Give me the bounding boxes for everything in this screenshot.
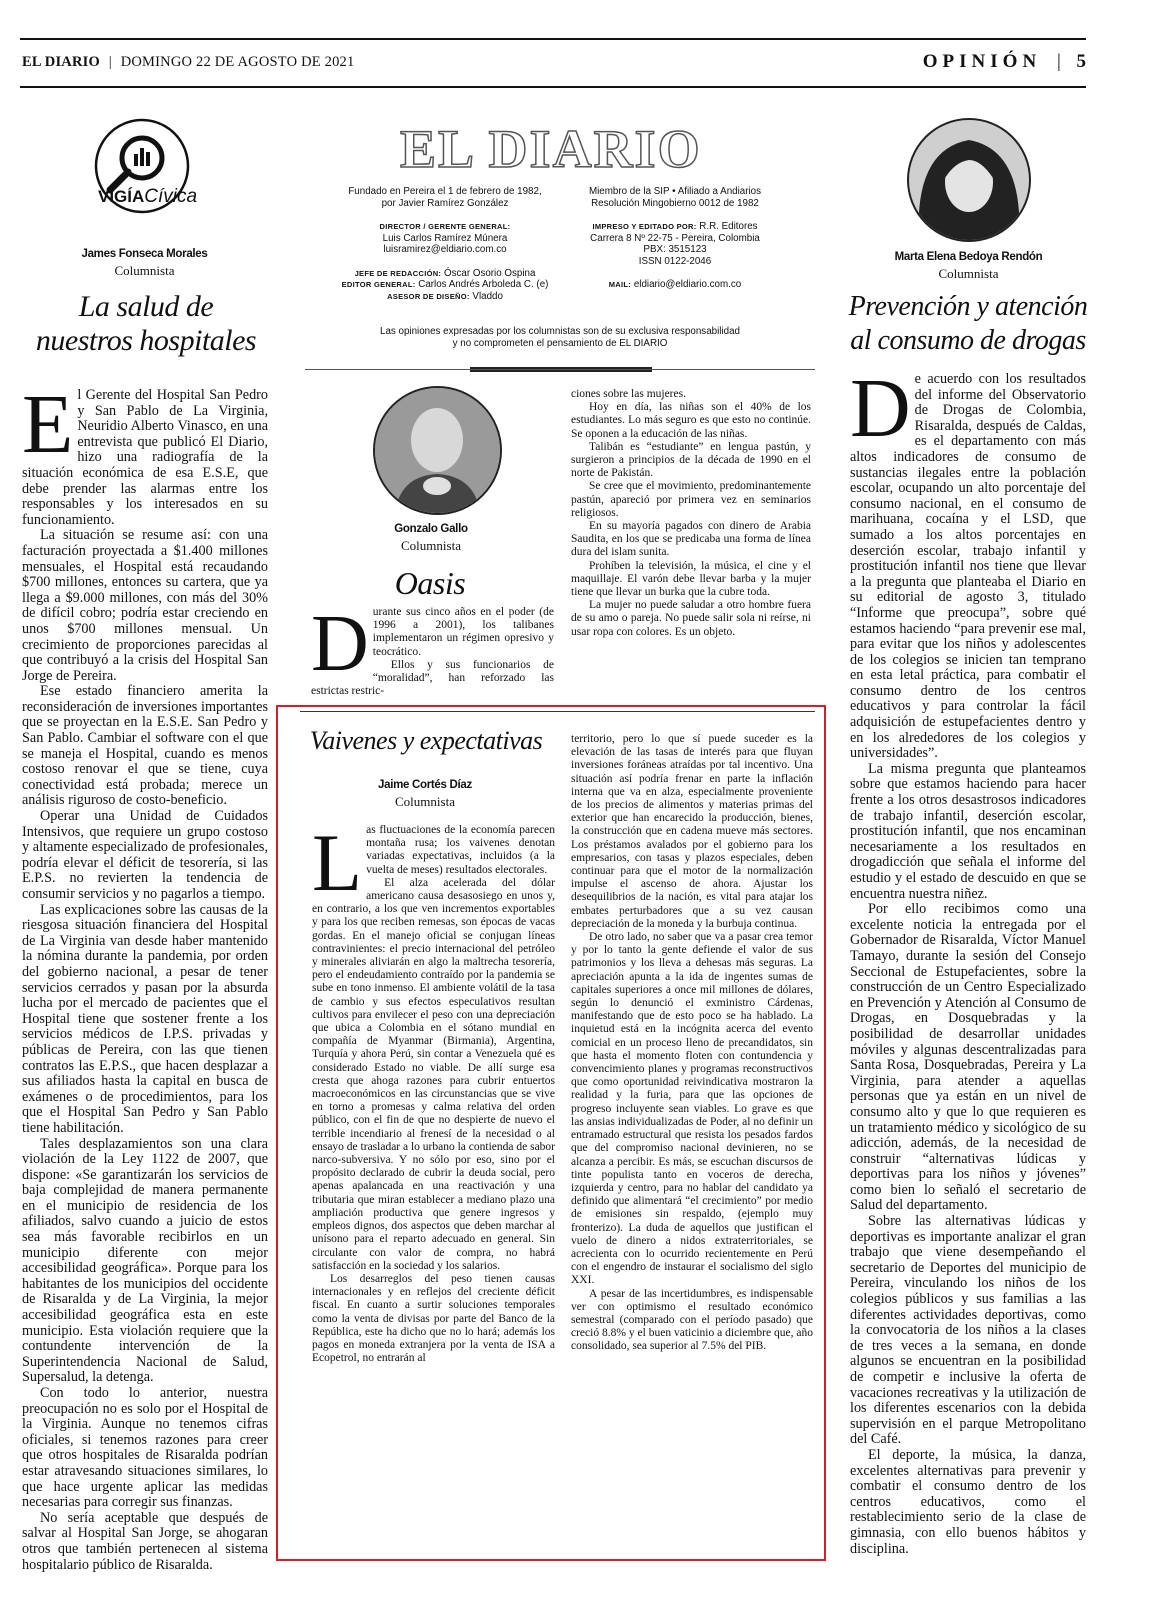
sip-line-2: Resolución Mingobierno 0012 de 1982 bbox=[591, 197, 759, 209]
founded-line-2: por Javier Ramírez González bbox=[381, 197, 509, 209]
middle-paragraph: Se cree que el movimiento, predominantemente pastún, apareció por primera vez en seminarios religiosos. bbox=[571, 480, 811, 519]
page-number: 5 bbox=[1076, 51, 1086, 72]
header-date: DOMINGO 22 DE AGOSTO DE 2021 bbox=[120, 54, 355, 70]
left-author: James Fonseca Morales bbox=[81, 248, 208, 260]
middle-paragraph: ciones sobre las mujeres. bbox=[571, 388, 686, 400]
left-paragraph: Con todo lo anterior, nuestra preocupación no es solo por el Hospital de la Virginia. Aunque no tenemos cifras oficiales, si tenemos razones para creer que otros hospitales de Risaralda podrían estar atravesando situaciones similares, lo que hace urgente aplicar las medidas necesarias para corregir sus finanzas. bbox=[22, 1385, 268, 1511]
left-paragraph: Tales desplazamientos son una clara violación de la Ley 1122 de 2007, que dispone: «Se garantizarán los servicios de baja complejidad de manera permanente en el municipio de residencia de los afiliados, salvo cuando a juicio de estos sea más favorable recibirlos en un municipio diferente con mejor accesibilidad geográfica». Porque para los habitantes de los municipios del occidente de Risaralda y de La Virginia, la mejor accesibilidad geográfica esta en este municipio. Esta violación requiere que la contundente intervención de la Superintendencia Nacional de Salud, Supersalud, la detenga. bbox=[22, 1135, 268, 1386]
asesor-name: Vladdo bbox=[472, 290, 503, 302]
top-rule bbox=[20, 38, 1086, 40]
boxed-paragraph: A pesar de las incertidumbres, es indispensable ver con optimismo el resultado económico semestral (comparado con el período pasado) que creció 8.8% y el buen vaticinio a diciembre que, año consolidado, sea superior al 7.5% del PIB. bbox=[571, 1287, 813, 1353]
middle-paragraph: Talibán es “estudiante” en lengua pastún, y surgieron a principios de la década de 1990 en el norte de Pakistán. bbox=[571, 440, 811, 480]
boxed-col1 bbox=[312, 817, 555, 1365]
left-drop-cap: E bbox=[22, 378, 74, 471]
jefe-name: Óscar Osorio Ospina bbox=[443, 267, 536, 279]
boxed-author: Jaime Cortés Díaz bbox=[378, 779, 472, 791]
left-paragraph: Las explicaciones sobre las causas de la riesgosa situación financiera del Hospital de La Virginia van desde haber mantenido la nómina durante la pandemia, por orden del gobierno nacional, a pesar de tener servicios cerrados y pasan por la absurda lucha por el mercado de pacientes que el Hospital tiene que sostener frente a los servicios médicos de I.P.S. privadas y públicas de Pereira, con las que tienen contratos las E.P.S., que hacen desplazar a sus afiliados hasta la capital en busca de exámenes o de procedimientos, para los que el Hospital San Pedro y San Pablo tiene habilitación. bbox=[22, 901, 268, 1136]
boxed-top-rule bbox=[300, 711, 815, 712]
middle-paragraph: En su mayoría pagados con dinero de Arabia Saudita, en los que se predicaba una forma de línea dura del islam sunita. bbox=[571, 520, 811, 559]
right-author: Marta Elena Bedoya Rendón bbox=[894, 251, 1043, 263]
logo-text-vigia: VIGÍA bbox=[98, 187, 145, 206]
boxed-drop-cap: L bbox=[312, 817, 363, 908]
portrait-icon bbox=[375, 388, 500, 513]
impreso-label: IMPRESO Y EDITADO POR: bbox=[592, 222, 697, 231]
boxed-paragraph: El alza acelerada del dólar americano causa desasosiego en unos y, en contrario, a los que ven incrementos exportables y para los que reciben remesas, son épocas de vacas gordas. En el manejo oficial se conjugan líneas contravinientes: el precio internacional del petróleo y minerales aliviarán en algo la maltrecha tesorería, pero el endeudamiento contraído por la pandemia se sube en tono inmenso. El ambiente volátil de la tasa de cambio y sus efectos especulativos resultan cultivos para envilecer el peso con una depreciación que ubica a Colombia en el sótano mundial en compañía de Myanmar (Birmania), Argentina, Turquía y ahora Perú, sin contar a Venezuela qué es considerado Estado no viable. De allí surge esa cresta que ahoga razones para cubrir entuertos macroeconómicos en las circunstancias que se vive en torno a promesas y calma relativa del orden público, con el fin de que no despierte de nuevo el terrible incendiario al frenesí de la necesidad o al ensayo de trasladar a lo urbano la contienda de sabor narco-subversiva. Y no sólo por eso, sino por el propósito declarado de cubrir la deuda social, pero apenas apalancada en una reactivación y una tributaria que miran establecer a mediano plazo una ampliación productiva que genere ingresos y empleos dignos, dos aspectos que deben marchar al unísono para el reparto adecuado en general. Sin circulante con valor de compra, no habrá satisfacción en la sociedad y los salarios. bbox=[312, 876, 555, 1272]
boxed-headline: Vaivenes y expectativas bbox=[309, 726, 543, 755]
boxed-col2 bbox=[571, 733, 813, 1354]
issn: ISSN 0122-2046 bbox=[638, 255, 712, 267]
middle-paragraph: Ellos y sus funcionarios de “moralidad”, han reforzado las estrictas restric- bbox=[311, 658, 554, 698]
section-name: OPINIÓN bbox=[922, 51, 1042, 72]
address: Carrera 8 Nº 22-75 - Pereira, Colombia bbox=[590, 232, 760, 244]
right-article-body bbox=[850, 362, 1086, 1557]
middle-paragraph: urante sus cinco años en el poder (de 1996 a 2001), los talibanes implementaron un régimen opresivo y teocrático. bbox=[372, 606, 554, 658]
boxed-paragraph: territorio, pero lo que sí puede suceder es la elevación de las tasas de interés para que fluyan inversiones foráneas atraídas por tal incentivo. Una situación así podría frenar en parte la inflación interna que va en alza, especialmente proveniente de los precios de alimentos y materias primas del exterior que han encarecido la producción, bienes, la construcción que en cadena mueve más sectores. Los préstamos avalados por el gobierno para los empresarios, con tasas y plazos especiales, deben continuar para que el motor de la normalización impulse el ascenso de ahora. Ajustar los desequilibrios de la nación, es vital para atajar los embates perturbadores que a su vez causan depreciación de la moneda y la burbuja continua. bbox=[571, 733, 813, 930]
marta-bedoya-photo bbox=[907, 118, 1031, 242]
impreso-name: R.R. Editores bbox=[699, 221, 758, 232]
header-dateline bbox=[22, 54, 354, 71]
right-headline-line2: al consumo de drogas bbox=[850, 325, 1086, 356]
disclaimer-line-1: Las opiniones expresadas por los columnistas son de su exclusiva responsabilidad bbox=[380, 326, 740, 337]
right-paragraph: La misma pregunta que planteamos sobre que estamos haciendo para hacer frente a los otros desastrosos indicadores de trabajo infantil, deserción escolar, prostitución infantil, que nos encaminan necesariamente a los resultados en drogadicción que señala el informe del estudio y el estado de descuido en que se encuentra nuestra niñez. bbox=[850, 760, 1086, 902]
left-paragraph: No sería aceptable que después de salvar al Hospital San Jorge, se ahogaran otros que también pertenecen al sistema hospitalario público de Risaralda. bbox=[22, 1509, 268, 1573]
right-headline-line1: Prevención y atención bbox=[848, 291, 1088, 322]
director-label: DIRECTOR / GERENTE GENERAL: bbox=[379, 222, 511, 231]
jefe-label: JEFE DE REDACCIÓN: bbox=[354, 268, 442, 278]
middle-col2 bbox=[571, 388, 811, 639]
masthead-info-left bbox=[330, 186, 560, 302]
masthead-divider-thin bbox=[305, 369, 815, 370]
director-name: Luis Carlos Ramírez Múnera bbox=[382, 232, 508, 244]
masthead-info-right bbox=[560, 186, 790, 291]
gonzalo-gallo-photo bbox=[373, 386, 502, 515]
header-section bbox=[923, 51, 1086, 73]
left-role: Columnista bbox=[114, 263, 175, 278]
left-headline-line1: La salud de bbox=[78, 290, 214, 323]
header-paper-name: EL DIARIO bbox=[22, 54, 100, 70]
sip-line-1: Miembro de la SIP • Afiliado a Andiarios bbox=[588, 186, 762, 197]
mail: eldiario@eldiario.com.co bbox=[633, 279, 742, 290]
editor-name: Carlos Andrés Arboleda C. (e) bbox=[418, 279, 549, 290]
logo-wordmark bbox=[98, 186, 197, 208]
boxed-paragraph: as fluctuaciones de la economía parecen montaña rusa; los vaivenes denotan variadas expectativas, incluidos (a la vuelta de meses) resultados electorales. bbox=[366, 824, 555, 876]
boxed-role: Columnista bbox=[395, 794, 455, 809]
right-paragraph: Sobre las alternativas lúdicas y deportivas es importante analizar el gran trabajo que viene desempeñando el secretario de Deportes del municipio de Pereira, vinculando los niños de los colegios públicos y sus familias a las diferentes actividades deportivas, como la convocatoria de los niños a la clases de tres veces a la semana, en donde algunos se encuentran en la posibilidad de competir e inclusive la oferta de vacaciones recreativas y la utilización de los diferentes escenarios con la debida supervisión en el parque Metropolitano del Café. bbox=[850, 1213, 1086, 1448]
editor-label: EDITOR GENERAL: bbox=[341, 280, 416, 289]
asesor-label: ASESOR DE DISEÑO: bbox=[387, 291, 470, 301]
left-article-body bbox=[22, 378, 268, 1573]
middle-paragraph: Hoy en día, las niñas son el 40% de los estudiantes. Lo más seguro es que esto no continúe. Se oponen a la educación de las niñas. bbox=[571, 401, 811, 440]
middle-role: Columnista bbox=[401, 538, 461, 553]
logo-text-civica: Cívica bbox=[144, 186, 198, 207]
founded-line-1: Fundado en Pereira el 1 de febrero de 1982, bbox=[348, 186, 542, 197]
left-paragraph: Operar una Unidad de Cuidados Intensivos, que requiere un grupo costoso y altamente especializado de profesionales, podría elevar el déficit de tesorería, si las E.P.S. no revierten la tendencia de consumir servicios y no pagarlos a tiempo. bbox=[22, 808, 268, 902]
right-paragraph: e acuerdo con los resultados del informe del Observatorio de Drogas de Colombia, Risaralda, después de Caldas, es el departamento con más altos indicadores de consumo de sustancias ilegales entre la población escolar, ocupando un alto porcentaje del consumo nacional, en el consumo de marihuana, cocaína y el LSD, que sumado a los altos porcentajes en deserción escolar, trabajo infantil y prostitución infantil nos tiene que llevar a la pregunta que planteaba el Diario en su editorial de agosto 3, titulado “Informe que preocupa”, sobre qué estamos haciendo “para prevenir ese mal, para evitar que los niños y adolescentes de los colegios se inicien tan temprano en esta letal práctica, para combatir el consumo dentro de los centros educativos y para controlar la fácil adquisición de estupefacientes dentro y en los alrededores de los colegios y universidades”. bbox=[850, 371, 1086, 762]
left-headline-line2: nuestros hospitales bbox=[35, 324, 257, 357]
right-paragraph: Por ello recibimos como una excelente noticia la entregada por el Gobernador de Risaralda, Víctor Manuel Tamayo, durante la sesión del Consejo Seccional de Estupefacientes, sobre la construcción de un Centro Especializado en Prevención y Atención al Consumo de Drogas, en Dosquebradas y la posibilidad de desarrollar unidades móviles y algunas descentralizadas para Santa Rosa, Dosquebradas, Pereira y La Virginia, para atender a aquellas personas que ya están en un nivel de consumo alto y que lo que requieren es un tratamiento médico y sicológico de su adicción, además, de la necesidad de construir “alternativas lúdicas y deportivas para los niños y jóvenes” como bien lo señaló el secretario de Salud del departamento. bbox=[850, 901, 1086, 1214]
right-paragraph: El deporte, la música, la danza, excelentes alternativas para prevenir y combatir el consumo dentro de los centros educativos, como el restablecimiento serio de la clase de gimnasia, con ello buenos hábitos y disciplina. bbox=[850, 1446, 1086, 1557]
middle-col1 bbox=[311, 600, 554, 698]
pbx: PBX: 3515123 bbox=[643, 244, 707, 255]
left-paragraph: l Gerente del Hospital San Pedro y San Pablo de La Virginia, Neuridio Alberto Vinasco, en una entrevista que publicó El Diario, hizo una radiografía de la situación económica de esa E.S.E, que debe prender las alarmas entre los responsables y los interesados en su funcionamiento. bbox=[22, 387, 268, 528]
right-headline bbox=[848, 290, 1088, 358]
header-separator-right: | bbox=[1056, 51, 1061, 72]
middle-drop-cap: D bbox=[311, 600, 369, 688]
disclaimer-line-2: y no comprometen el pensamiento de EL DIARIO bbox=[452, 337, 668, 349]
right-drop-cap: D bbox=[850, 362, 911, 455]
header-bottom-rule bbox=[20, 86, 1086, 88]
director-email: luisramirez@eldiario.com.co bbox=[383, 244, 507, 255]
middle-paragraph: Prohíben la televisión, la música, el cine y el maquillaje. El varón debe llevar barba y la mujer tiene que llevar un burka que la cubre toda. bbox=[571, 559, 811, 599]
middle-paragraph: La mujer no puede saludar a otro hombre fuera de su amo o pareja. No puede salir sola ni reírse, ni usar ropa con colores. Es un objeto. bbox=[571, 599, 811, 638]
middle-headline: Oasis bbox=[394, 565, 466, 601]
left-paragraph: Ese estado financiero amerita la reconsideración de inversiones importantes que se proyectan en la E.S.E. San Pedro y San Pablo. Cambiar el software con el que se maneja el Hospital, cuando es menos costoso renovar el que se tiene, cuya conectividad está probada; merece un análisis riguroso de costo-beneficio. bbox=[22, 683, 268, 809]
portrait-icon bbox=[909, 120, 1029, 240]
boxed-paragraph: De otro lado, no saber que va a pasar crea temor y por lo tanto la gente defiende el valor de sus patrimonios y los lleva a dehesas más seguras. La apreciación apunta a la ida de ingentes sumas de capitales superiores a once mil millones de dólares, según lo denunció el exministro Cárdenas, manifestando que de esto poco se ha hablado. La inquietud está en la incógnita acerca del evento comicial en un proceso lleno de precandidatos, sin que hasta el momento floten con contundencia y convencimiento planes y programas reconstructivos que como oportunidad reivindicativa mostraron la realidad y la furia, para que las opciones de progreso incluyente sean viables. Lo grave es que las ansias individualizadas de Poder, al no definir un entramado estructural que resista los pesados fardos que del compromiso nacional devinieren, no se alcanza a percibir. Es más, se escuchan discursos de tinte populista tanto en voceros de derecha, izquierda y centro, para no hablar del candidato ya definido que alimentará “el crecimiento” por medio de emisiones sin respaldo, (ejemplo muy fronterizo). La duda de aquellos que justifican el vuelo de dinero a nidos extraterritoriales, se acrecienta con lo ocurrido recientemente en Perú con el engendro de instaurar el socialismo del siglo XXI. bbox=[571, 931, 813, 1287]
mail-label: MAIL: bbox=[608, 280, 632, 289]
left-headline bbox=[22, 290, 270, 358]
masthead-title: EL DIARIO bbox=[400, 119, 702, 179]
left-paragraph: La situación se resume así: con una facturación proyectada a $1.400 millones mensuales, el Hospital está recaudando $700 millones, entonces su cartera, que ya llega a $9.000 millones, con más del 30% de difícil cobro; podría estar creciendo en unos $700 millones mensual. Un crecimiento de proporciones parecidas al que contribuyó a la crisis del Hospital San Jorge de Pereira. bbox=[22, 527, 268, 684]
boxed-paragraph: Los desarreglos del peso tienen causas internacionales y en reflejos del creciente déficit fiscal. En cuanto a surtir soluciones temporales como la venta de divisas por parte del Banco de la República, este ha dicho que no lo hará; además los pagos en moneda extranjera por la venta de ISA a Ecopetrol, no entrarán al bbox=[312, 1272, 555, 1365]
masthead-disclaimer bbox=[330, 326, 790, 349]
vigia-civica-logo bbox=[80, 118, 200, 228]
middle-author: Gonzalo Gallo bbox=[394, 523, 468, 535]
magnifier-chart-icon bbox=[80, 118, 200, 228]
right-role: Columnista bbox=[938, 266, 999, 281]
header-separator: | bbox=[108, 54, 112, 70]
